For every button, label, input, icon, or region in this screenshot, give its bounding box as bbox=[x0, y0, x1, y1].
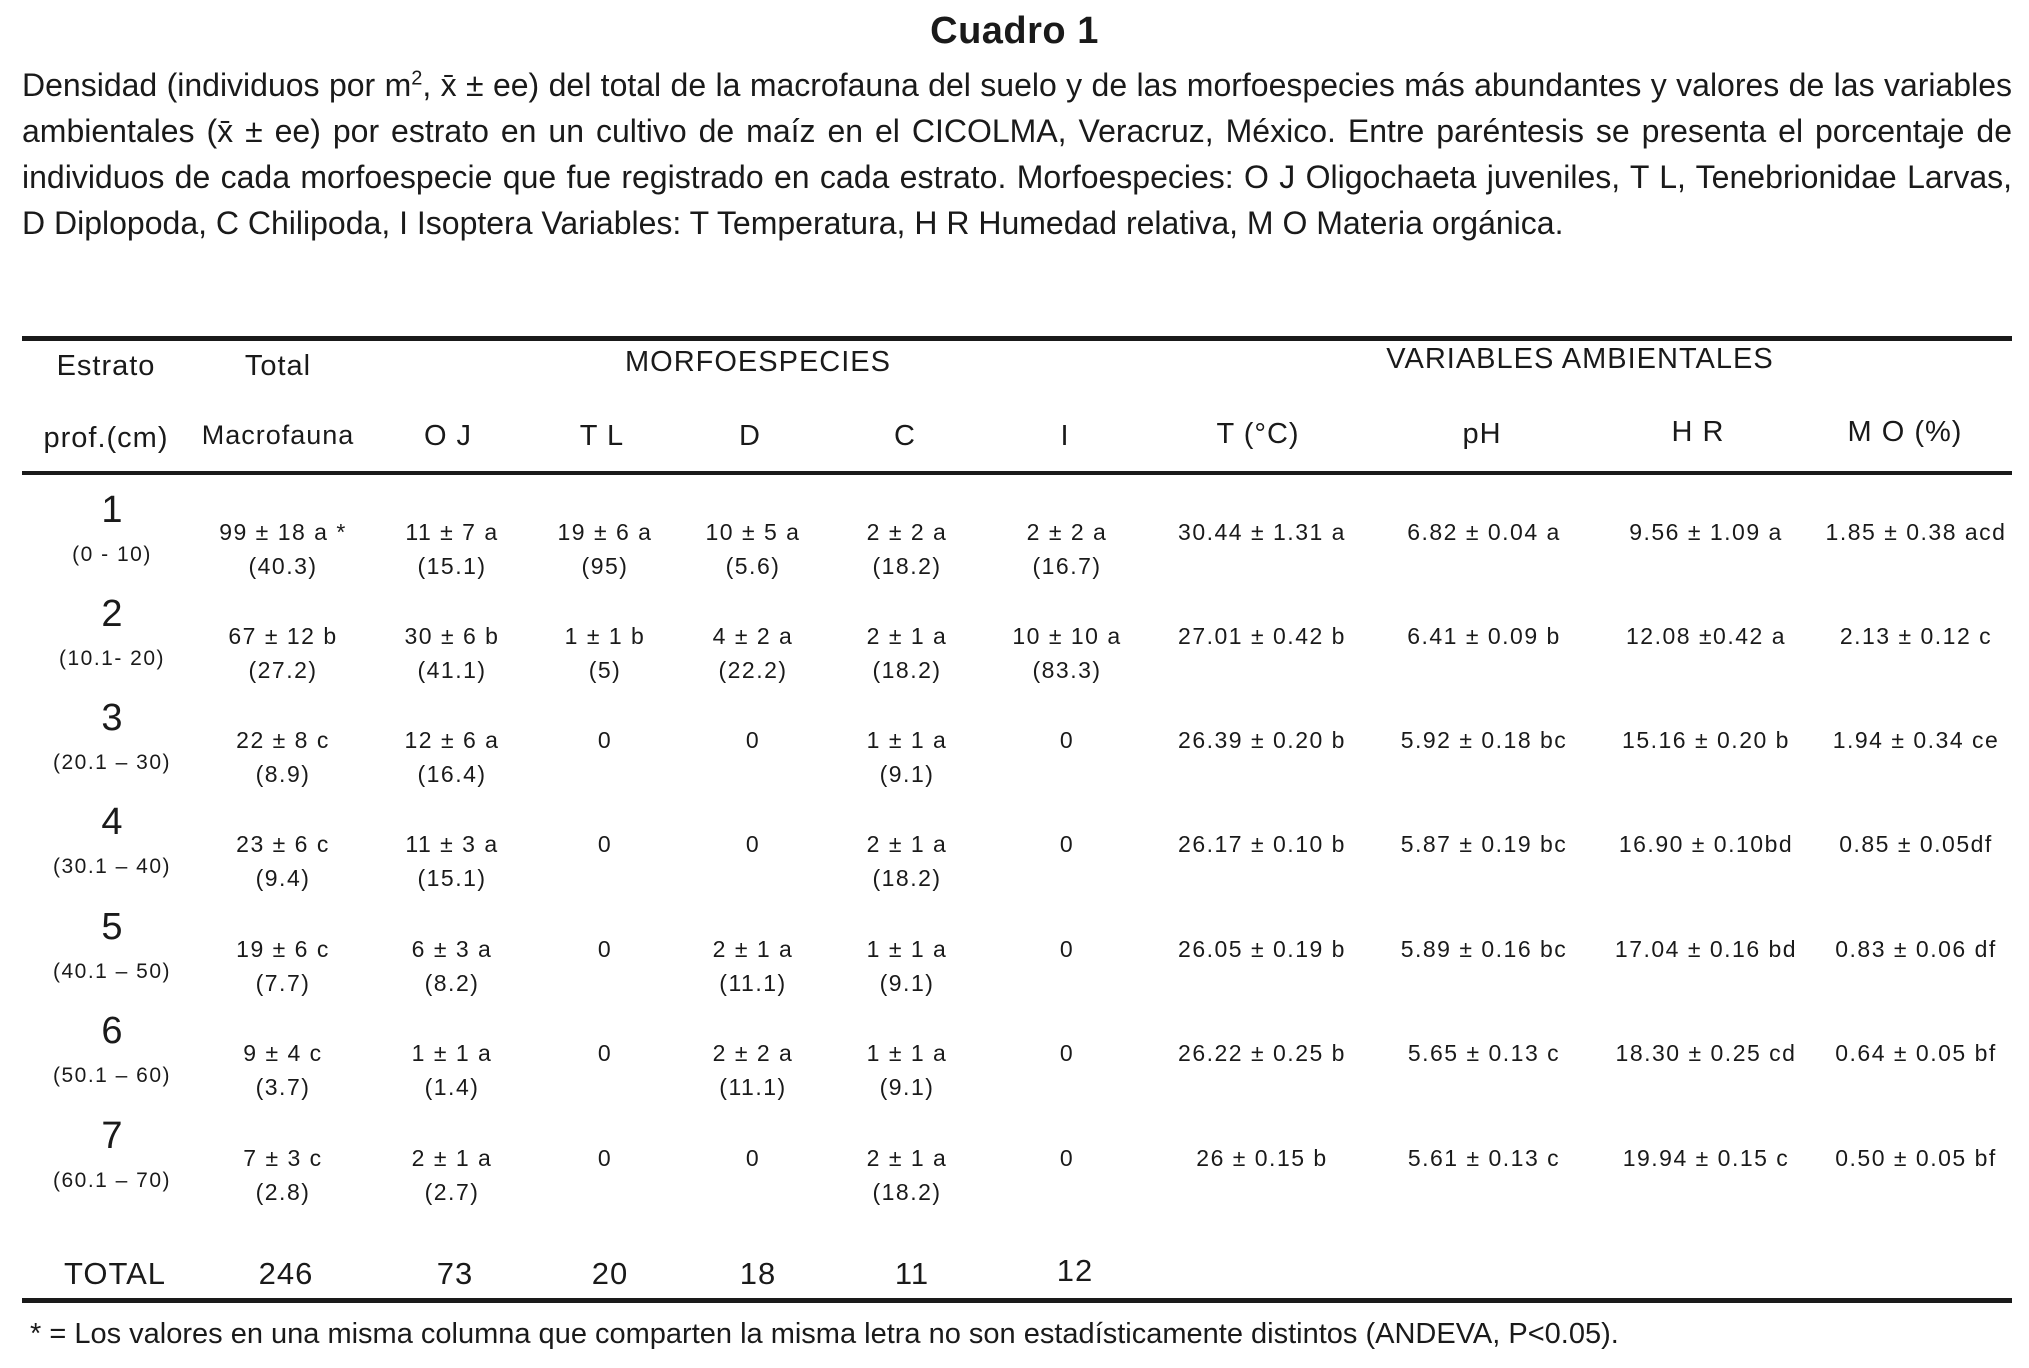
cell-c-pct: (18.2) bbox=[872, 657, 942, 683]
cell-ph: 5.87 ± 0.19 bc bbox=[1400, 831, 1568, 857]
bottom-rule bbox=[22, 1298, 2012, 1303]
cell-oj: 11 ± 7 a bbox=[405, 519, 499, 545]
row-depth: (60.1 – 70) bbox=[52, 1169, 172, 1192]
header-mo: M O (%) bbox=[1847, 416, 1963, 448]
cell-mo: 0.50 ± 0.05 bf bbox=[1835, 1145, 1997, 1171]
cell-d-pct: (11.1) bbox=[719, 1074, 787, 1100]
cell-mo: 1.94 ± 0.34 ce bbox=[1832, 727, 2000, 753]
table-caption bbox=[22, 62, 2012, 246]
cell-d: 0 bbox=[745, 727, 761, 753]
cell-oj: 11 ± 3 a bbox=[405, 831, 499, 857]
cell-oj-pct: (16.4) bbox=[417, 761, 487, 787]
row-depth: (50.1 – 60) bbox=[52, 1064, 172, 1087]
cell-d-pct: (11.1) bbox=[719, 970, 787, 996]
cell-tl: 0 bbox=[597, 1040, 613, 1066]
cell-hr: 16.90 ± 0.10bd bbox=[1618, 831, 1794, 857]
cell-total-pct: (3.7) bbox=[255, 1074, 311, 1100]
cell-hr: 18.30 ± 0.25 cd bbox=[1615, 1040, 1797, 1066]
header-total: Total bbox=[244, 350, 312, 382]
cell-hr: 15.16 ± 0.20 b bbox=[1622, 727, 1790, 753]
cell-ph: 5.92 ± 0.18 bc bbox=[1400, 727, 1568, 753]
cell-t: 26 ± 0.15 b bbox=[1196, 1145, 1328, 1171]
cell-hr: 12.08 ±0.42 a bbox=[1625, 623, 1787, 649]
cell-total: 67 ± 12 b bbox=[228, 623, 338, 649]
cell-total-pct: (8.9) bbox=[255, 761, 311, 787]
cell-mo: 0.83 ± 0.06 df bbox=[1835, 936, 1997, 962]
cell-c: 2 ± 1 a bbox=[866, 623, 948, 649]
cell-c-pct: (18.2) bbox=[872, 553, 942, 579]
cell-ph: 6.41 ± 0.09 b bbox=[1407, 623, 1561, 649]
header-oj: O J bbox=[423, 420, 473, 452]
totals-c: 11 bbox=[894, 1256, 930, 1291]
cell-mo: 0.85 ± 0.05df bbox=[1839, 831, 1993, 857]
cell-t: 26.05 ± 0.19 b bbox=[1178, 936, 1346, 962]
cell-i: 0 bbox=[1059, 1145, 1075, 1171]
header-d: D bbox=[739, 420, 761, 452]
cell-i-pct: (16.7) bbox=[1032, 553, 1102, 579]
cell-oj: 6 ± 3 a bbox=[411, 936, 493, 962]
cell-i: 0 bbox=[1059, 1040, 1075, 1066]
row-estrato: 7 bbox=[101, 1115, 123, 1157]
caption-text-part1: Densidad (individuos por m bbox=[22, 67, 412, 103]
cell-t: 26.17 ± 0.10 b bbox=[1178, 831, 1346, 857]
cell-c: 2 ± 1 a bbox=[866, 1145, 948, 1171]
totals-d: 18 bbox=[739, 1256, 777, 1291]
cell-t: 26.39 ± 0.20 b bbox=[1178, 727, 1346, 753]
cell-t: 27.01 ± 0.42 b bbox=[1178, 623, 1346, 649]
cell-oj-pct: (15.1) bbox=[417, 865, 487, 891]
cell-c-pct: (9.1) bbox=[879, 970, 935, 996]
cell-tl-pct: (95) bbox=[581, 553, 629, 579]
cell-c: 1 ± 1 a bbox=[866, 727, 948, 753]
row-depth: (40.1 – 50) bbox=[52, 960, 172, 983]
cell-hr: 19.94 ± 0.15 c bbox=[1622, 1145, 1790, 1171]
cell-total-pct: (7.7) bbox=[255, 970, 311, 996]
cell-total: 9 ± 4 c bbox=[243, 1040, 323, 1066]
header-variables-ambientales: VARIABLES AMBIENTALES bbox=[1386, 343, 1774, 375]
cell-oj-pct: (1.4) bbox=[424, 1074, 480, 1100]
row-estrato: 1 bbox=[101, 489, 123, 531]
cell-oj: 12 ± 6 a bbox=[404, 727, 500, 753]
cell-t: 30.44 ± 1.31 a bbox=[1178, 519, 1346, 545]
row-depth: (0 - 10) bbox=[72, 543, 152, 566]
cell-i: 2 ± 2 a bbox=[1026, 519, 1108, 545]
cell-oj-pct: (41.1) bbox=[417, 657, 487, 683]
cell-c-pct: (18.2) bbox=[872, 865, 942, 891]
cell-c-pct: (9.1) bbox=[879, 761, 935, 787]
row-depth: (20.1 – 30) bbox=[52, 751, 172, 774]
cell-i: 0 bbox=[1059, 936, 1075, 962]
totals-total: 246 bbox=[258, 1256, 314, 1291]
totals-oj: 73 bbox=[436, 1256, 474, 1291]
cell-d: 0 bbox=[745, 831, 761, 857]
cell-d-pct: (5.6) bbox=[725, 553, 781, 579]
cell-total-pct: (40.3) bbox=[248, 553, 318, 579]
cell-i: 0 bbox=[1059, 831, 1075, 857]
cell-tl: 0 bbox=[597, 936, 613, 962]
cell-d: 0 bbox=[745, 1145, 761, 1171]
cell-total: 19 ± 6 c bbox=[236, 936, 330, 962]
cell-mo: 1.85 ± 0.38 acd bbox=[1825, 519, 2007, 545]
cell-oj: 2 ± 1 a bbox=[411, 1145, 493, 1171]
cell-i: 0 bbox=[1059, 727, 1075, 753]
cell-oj: 30 ± 6 b bbox=[404, 623, 500, 649]
cell-total-pct: (27.2) bbox=[248, 657, 318, 683]
row-depth: (10.1- 20) bbox=[58, 647, 166, 670]
cell-ph: 5.65 ± 0.13 c bbox=[1407, 1040, 1561, 1066]
cell-d-pct: (22.2) bbox=[718, 657, 788, 683]
cell-ph: 5.61 ± 0.13 c bbox=[1407, 1145, 1561, 1171]
caption-superscript: 2 bbox=[411, 67, 423, 90]
header-estrato: Estrato bbox=[56, 350, 156, 382]
header-t: T (°C) bbox=[1216, 418, 1300, 450]
cell-d: 2 ± 1 a bbox=[712, 936, 794, 962]
table-title: Cuadro 1 bbox=[930, 10, 1099, 52]
top-rule bbox=[22, 336, 2012, 341]
cell-tl: 0 bbox=[597, 831, 613, 857]
cell-c: 2 ± 2 a bbox=[866, 519, 948, 545]
cell-i-pct: (83.3) bbox=[1032, 657, 1102, 683]
cell-c: 1 ± 1 a bbox=[866, 936, 948, 962]
cell-total-pct: (9.4) bbox=[255, 865, 311, 891]
cell-tl-pct: (5) bbox=[588, 657, 622, 683]
footnote: * = Los valores en una misma columna que comparten la misma letra no son estadísticamente distintos (ANDEVA, P<0.05). bbox=[30, 1318, 1619, 1350]
caption-text-part2: , x̄ ± ee) del total de la macrofauna del suelo y de las morfoespecies más abundantes y valores de las variables ambientales (x̄ ± ee) por estrato en un cultivo de maíz en el CICOLMA, Veracruz, México. Entre paréntesis se presenta el porcentaje de individuos de cada morfoespecie que fue registrado en cada estrato. Morfoespecies: O J Oligochaeta juveniles, T L, Tenebrionidae Larvas, D Diplopoda, C Chilipoda, I Isoptera Variables: T Temperatura, H R Humedad relativa, M O Materia orgánica. bbox=[22, 67, 2013, 241]
cell-total: 99 ± 18 a * bbox=[219, 519, 347, 545]
cell-oj-pct: (2.7) bbox=[424, 1179, 480, 1205]
header-prof: prof.(cm) bbox=[43, 422, 169, 454]
row-estrato: 2 bbox=[101, 593, 123, 635]
cell-d: 10 ± 5 a bbox=[705, 519, 801, 545]
cell-total: 23 ± 6 c bbox=[236, 831, 330, 857]
cell-oj-pct: (8.2) bbox=[424, 970, 480, 996]
cell-total: 22 ± 8 c bbox=[236, 727, 330, 753]
header-macrofauna: Macrofauna bbox=[201, 420, 355, 450]
totals-tl: 20 bbox=[591, 1256, 629, 1291]
header-c: C bbox=[894, 420, 916, 452]
cell-i: 10 ± 10 a bbox=[1012, 623, 1122, 649]
cell-d: 2 ± 2 a bbox=[712, 1040, 794, 1066]
cell-c-pct: (18.2) bbox=[872, 1179, 942, 1205]
row-estrato: 3 bbox=[101, 697, 123, 739]
cell-tl: 0 bbox=[597, 727, 613, 753]
cell-tl: 1 ± 1 b bbox=[564, 623, 646, 649]
cell-tl: 19 ± 6 a bbox=[557, 519, 653, 545]
header-i: I bbox=[1060, 420, 1070, 452]
row-estrato: 5 bbox=[101, 906, 123, 948]
cell-mo: 0.64 ± 0.05 bf bbox=[1835, 1040, 1997, 1066]
cell-mo: 2.13 ± 0.12 c bbox=[1839, 623, 1993, 649]
header-tl: T L bbox=[579, 420, 625, 452]
totals-i: 12 bbox=[1056, 1253, 1094, 1288]
cell-c: 2 ± 1 a bbox=[866, 831, 948, 857]
cell-oj-pct: (15.1) bbox=[417, 553, 487, 579]
row-estrato: 4 bbox=[101, 801, 123, 843]
cell-total: 7 ± 3 c bbox=[243, 1145, 323, 1171]
totals-label: TOTAL bbox=[63, 1256, 167, 1291]
cell-c-pct: (9.1) bbox=[879, 1074, 935, 1100]
cell-t: 26.22 ± 0.25 b bbox=[1178, 1040, 1346, 1066]
header-morfoespecies: MORFOESPECIES bbox=[625, 346, 891, 378]
cell-hr: 17.04 ± 0.16 bd bbox=[1614, 936, 1798, 962]
header-ph: pH bbox=[1462, 418, 1502, 450]
cell-tl: 0 bbox=[597, 1145, 613, 1171]
cell-c: 1 ± 1 a bbox=[866, 1040, 948, 1066]
header-hr: H R bbox=[1671, 416, 1725, 448]
cell-oj: 1 ± 1 a bbox=[411, 1040, 493, 1066]
cell-d: 4 ± 2 a bbox=[712, 623, 794, 649]
row-depth: (30.1 – 40) bbox=[52, 855, 172, 878]
cell-ph: 6.82 ± 0.04 a bbox=[1407, 519, 1561, 545]
cell-ph: 5.89 ± 0.16 bc bbox=[1400, 936, 1568, 962]
row-estrato: 6 bbox=[101, 1010, 123, 1052]
cell-hr: 9.56 ± 1.09 a bbox=[1629, 519, 1783, 545]
cell-total-pct: (2.8) bbox=[255, 1179, 311, 1205]
header-rule bbox=[22, 471, 2012, 475]
